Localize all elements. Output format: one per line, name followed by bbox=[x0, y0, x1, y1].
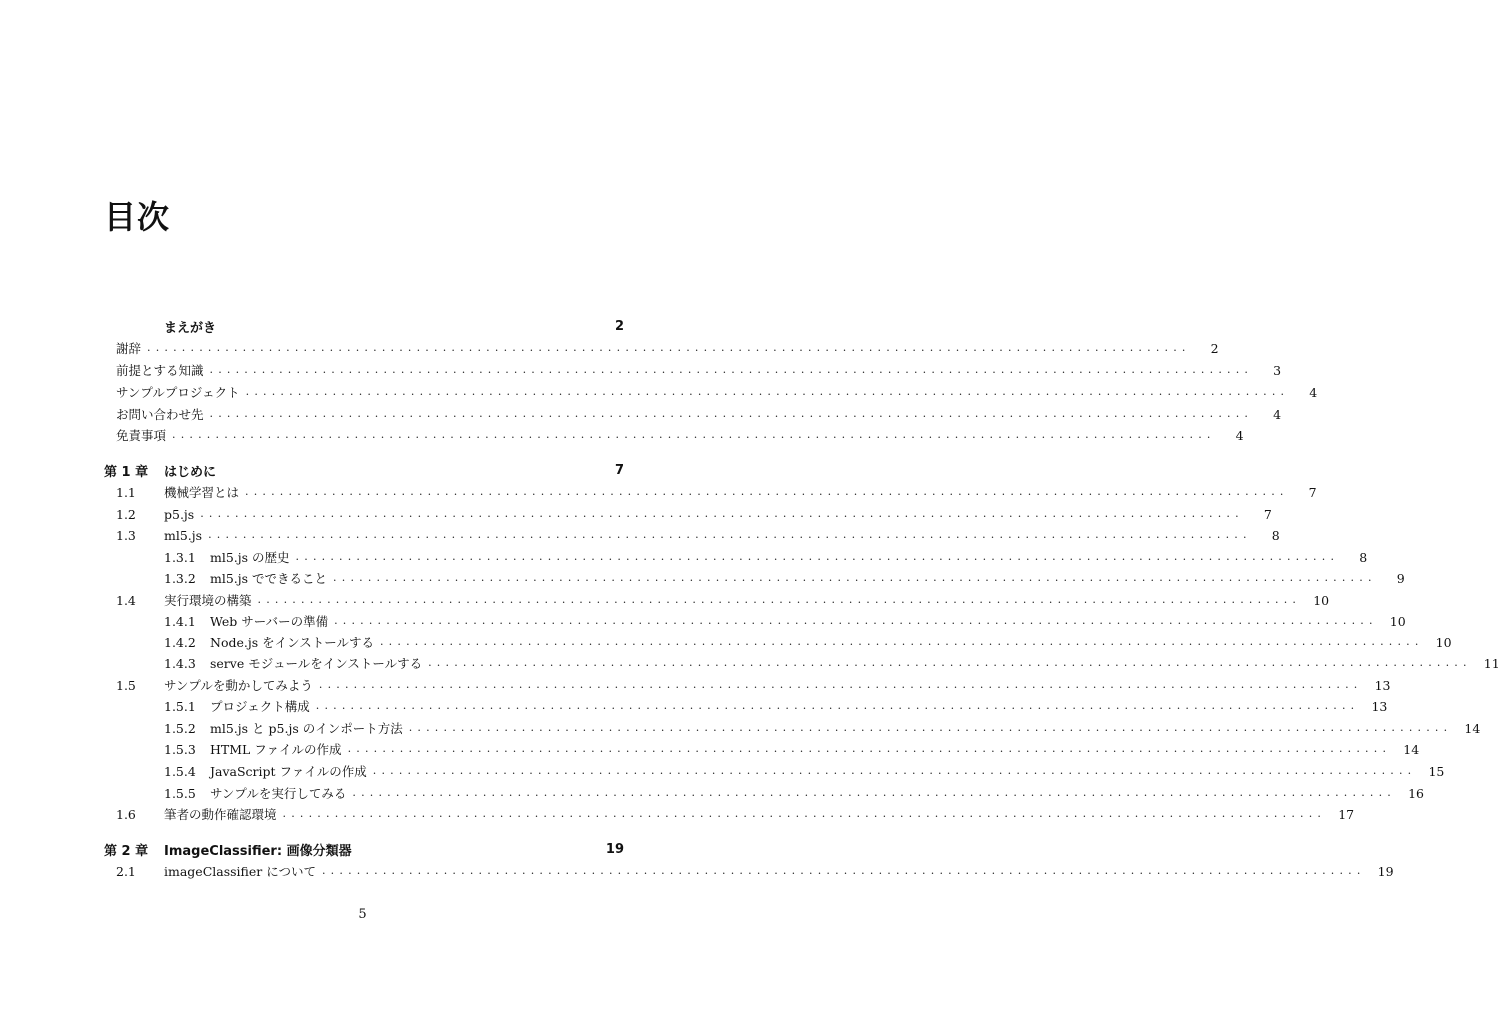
toc-entry-number: 1.2 bbox=[116, 506, 136, 522]
toc-leader-dots: ........................................................................................................................ bbox=[172, 428, 1216, 441]
toc-entry-number: 1.3.1 bbox=[164, 549, 196, 565]
toc-entry[interactable] bbox=[104, 632, 1452, 652]
toc-entry[interactable] bbox=[104, 653, 1500, 673]
toc-entry-title: JavaScript ファイルの作成 bbox=[210, 764, 367, 779]
toc-entry-page: 7 bbox=[614, 462, 624, 478]
toc-chapter-entry[interactable] bbox=[104, 316, 624, 336]
toc-leader-dots: ........................................................................................................................ bbox=[333, 571, 1377, 584]
toc-entry-title: Web サーバーの準備 bbox=[210, 614, 329, 629]
toc-leader-dots: ........................................................................................................................ bbox=[334, 614, 1378, 627]
toc-entry[interactable] bbox=[104, 718, 1481, 738]
toc-leader-dots: ........................................................................................................................ bbox=[318, 678, 1363, 691]
toc-entry-title: 免責事項 bbox=[116, 428, 167, 443]
toc-entry[interactable] bbox=[104, 568, 1405, 588]
toc-entry[interactable] bbox=[104, 360, 1282, 380]
toc-entry-number: 1.5.4 bbox=[164, 763, 196, 779]
toc-entry-title: 機械学習とは bbox=[164, 485, 240, 500]
toc-entry-page: 9 bbox=[1396, 570, 1405, 586]
toc-entry[interactable] bbox=[104, 804, 1355, 824]
toc-entry[interactable] bbox=[104, 590, 1330, 610]
toc-entry[interactable] bbox=[104, 783, 1424, 803]
toc-chapter-entry[interactable] bbox=[104, 839, 624, 859]
toc-entry-page: 16 bbox=[1408, 785, 1424, 801]
toc-leader-dots: ........................................................................................................................ bbox=[257, 593, 1302, 606]
toc-entry-title: サンプルを動かしてみよう bbox=[164, 678, 313, 693]
toc-entry-page: 3 bbox=[1273, 362, 1282, 378]
toc-entry-page: 8 bbox=[1271, 527, 1280, 543]
toc-entry[interactable] bbox=[104, 404, 1282, 424]
toc-entry-page: 2 bbox=[1210, 340, 1219, 356]
toc-entry-page: 8 bbox=[1359, 549, 1368, 565]
toc-entry[interactable] bbox=[104, 696, 1388, 716]
toc-entry-title: ml5.js の歴史 bbox=[210, 550, 290, 565]
toc-entry-number: 1.4.2 bbox=[164, 634, 196, 650]
toc-entry-number: 1.1 bbox=[116, 484, 136, 500]
toc-entry-page: 4 bbox=[1309, 384, 1318, 400]
toc-leader-dots: ........................................................................................................................ bbox=[347, 742, 1392, 755]
toc-leader-dots: ........................................................................................................................ bbox=[428, 656, 1472, 669]
toc-leader-dots: ........................................................................................................................ bbox=[245, 485, 1289, 498]
toc-entry-page: 7 bbox=[1308, 484, 1317, 500]
toc-entry-title: お問い合わせ先 bbox=[116, 407, 204, 422]
toc-leader-dots: ........................................................................................................................ bbox=[200, 507, 1244, 520]
toc-entry-title: サンプルプロジェクト bbox=[116, 385, 240, 400]
toc-entry-page: 2 bbox=[614, 318, 624, 334]
toc-entry-title: プロジェクト構成 bbox=[210, 699, 310, 714]
toc-entry-title: 筆者の動作確認環境 bbox=[164, 807, 277, 822]
toc-chapter-entry[interactable] bbox=[104, 460, 624, 480]
toc-entry-number: 1.3.2 bbox=[164, 570, 196, 586]
page-number: 5 bbox=[358, 907, 367, 922]
toc-entry-title: ml5.js と p5.js のインポート方法 bbox=[210, 721, 403, 736]
toc-leader-dots: ........................................................................................................................ bbox=[315, 699, 1360, 712]
toc-entry[interactable] bbox=[104, 338, 1219, 358]
toc-leader-dots: ........................................................................................................................ bbox=[372, 764, 1417, 777]
toc-entry-number: 1.5 bbox=[116, 677, 136, 693]
toc-leader-dots: ........................................................................................................................ bbox=[379, 635, 1424, 648]
toc-entry[interactable] bbox=[104, 611, 1406, 631]
toc-entry-number: 1.4.1 bbox=[164, 613, 196, 629]
page-title: 目次 bbox=[104, 198, 171, 236]
toc-entry-title: Node.js をインストールする bbox=[210, 635, 374, 650]
toc-entry[interactable] bbox=[104, 675, 1391, 695]
toc-entry[interactable] bbox=[104, 482, 1317, 502]
toc-entry-page: 19 bbox=[605, 841, 624, 857]
toc-entry-page: 4 bbox=[1273, 406, 1282, 422]
toc-entry-title: ImageClassifier: 画像分類器 bbox=[164, 843, 352, 859]
toc-entry[interactable] bbox=[104, 504, 1272, 524]
toc-entry-page: 10 bbox=[1313, 592, 1330, 608]
toc-entry-page: 7 bbox=[1263, 506, 1272, 522]
toc-entry-title: HTML ファイルの作成 bbox=[210, 742, 342, 757]
toc-entry-title: ml5.js bbox=[164, 527, 203, 543]
toc-entry-page: 14 bbox=[1464, 720, 1481, 736]
toc-entry[interactable] bbox=[104, 861, 1394, 881]
toc-entry-page: 19 bbox=[1377, 863, 1394, 879]
toc-entry-title: 前提とする知識 bbox=[116, 363, 204, 378]
toc-entry-page: 14 bbox=[1403, 741, 1420, 757]
toc-leader-dots: ........................................................................................................................ bbox=[209, 363, 1254, 376]
toc-entry-number: 1.4.3 bbox=[164, 655, 196, 671]
toc-entry[interactable] bbox=[104, 525, 1280, 545]
toc-entry-number: 1.6 bbox=[116, 806, 136, 822]
toc-entry[interactable] bbox=[104, 761, 1445, 781]
toc-entry-number: 1.5.3 bbox=[164, 741, 196, 757]
toc-leader-dots: ........................................................................................................................ bbox=[245, 385, 1290, 398]
toc-entry-number: 2.1 bbox=[116, 863, 136, 879]
toc-entry-number: 1.5.5 bbox=[164, 785, 196, 801]
toc-entry-title: サンプルを実行してみる bbox=[210, 786, 347, 801]
toc-entry-number: 第 1 章 bbox=[104, 464, 149, 480]
toc-entry[interactable] bbox=[104, 547, 1368, 567]
toc-entry-page: 10 bbox=[1389, 613, 1406, 629]
toc-entry-page: 13 bbox=[1374, 677, 1391, 693]
toc-entry-page: 13 bbox=[1371, 698, 1388, 714]
toc-entry-number: 1.4 bbox=[116, 592, 136, 608]
toc-entry-page: 10 bbox=[1435, 634, 1452, 650]
toc-entry[interactable] bbox=[104, 382, 1318, 402]
toc-leader-dots: ........................................................................................................................ bbox=[352, 786, 1396, 799]
toc-leader-dots: ........................................................................................................................ bbox=[295, 550, 1340, 563]
toc-entry-title: serve モジュールをインストールする bbox=[210, 656, 423, 671]
toc-leader-dots: ........................................................................................................................ bbox=[147, 341, 1191, 354]
toc-entry-title: 実行環境の構築 bbox=[164, 593, 252, 608]
toc-leader-dots: ........................................................................................................................ bbox=[282, 807, 1327, 820]
toc-entry[interactable] bbox=[104, 739, 1420, 759]
toc-entry-page: 4 bbox=[1235, 427, 1244, 443]
toc-entry[interactable] bbox=[104, 425, 1244, 445]
toc-entry-page: 11 bbox=[1483, 655, 1500, 671]
toc-leader-dots: ........................................................................................................................ bbox=[209, 407, 1254, 420]
toc-entry-page: 15 bbox=[1428, 763, 1445, 779]
toc-entry-number: 1.5.2 bbox=[164, 720, 196, 736]
toc-leader-dots: ........................................................................................................................ bbox=[208, 528, 1252, 541]
toc-entry-title: 謝辞 bbox=[116, 341, 142, 356]
toc-entry-number: 第 2 章 bbox=[104, 843, 149, 859]
toc-leader-dots: ........................................................................................................................ bbox=[408, 721, 1453, 734]
toc-entry-title: まえがき bbox=[164, 320, 217, 336]
toc-entry-number: 1.3 bbox=[116, 527, 136, 543]
toc-entry-title: imageClassifier について bbox=[164, 864, 316, 879]
toc-entry-page: 17 bbox=[1338, 806, 1355, 822]
toc-entry-number: 1.5.1 bbox=[164, 698, 196, 714]
toc-entry-title: ml5.js でできること bbox=[210, 571, 328, 586]
toc-entry-title: はじめに bbox=[164, 464, 217, 480]
toc-entry-title: p5.js bbox=[164, 506, 195, 522]
toc-leader-dots: ........................................................................................................................ bbox=[321, 864, 1366, 877]
